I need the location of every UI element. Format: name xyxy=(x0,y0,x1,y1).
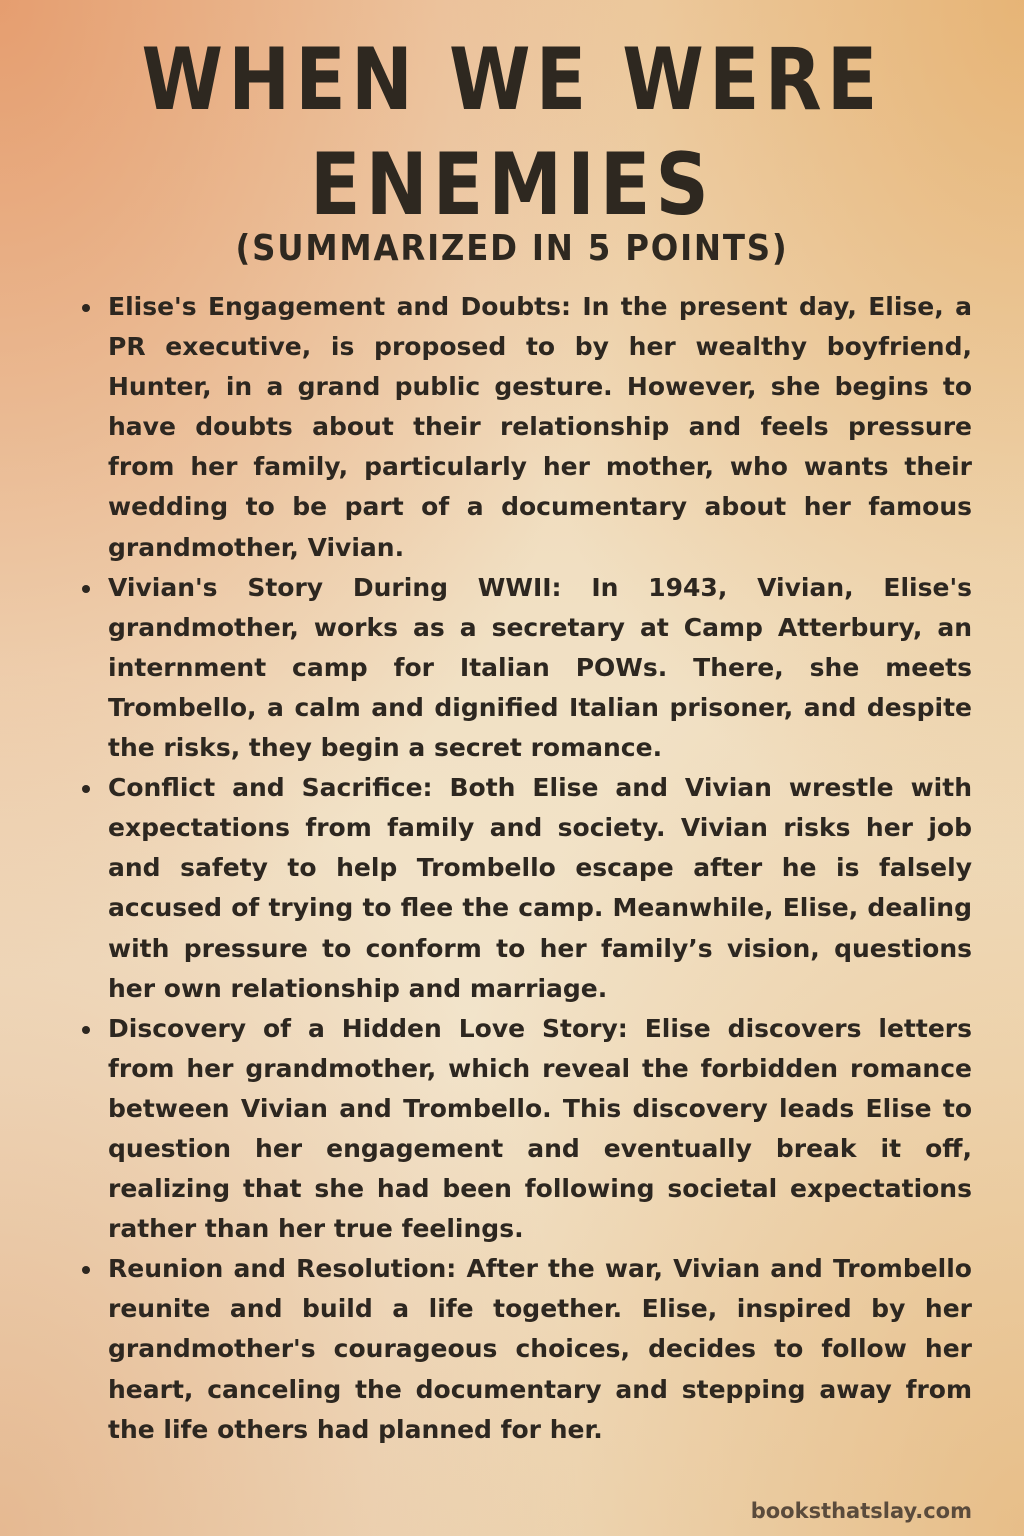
point-text: After the war, Vivian and Trombello reunite and build a life together. Elise, inspired by her grandmother's courageous choices, decides to follow her heart, canceling the documentary and stepping away from the life others had planned for her. xyxy=(108,1254,972,1444)
point-heading: Reunion and Resolution: xyxy=(108,1254,457,1284)
bullet-icon xyxy=(82,304,90,312)
title-line-2: ENEMIES xyxy=(310,135,714,235)
summary-point xyxy=(80,1009,972,1250)
point-text: In the present day, Elise, a PR executive, is proposed to by her wealthy boyfriend, Hunter, in a grand public gesture. However, she begins to have doubts about their relationship and feels pressure from her family, particularly her mother, who wants their wedding to be part of a documentary about her famous grandmother, Vivian. xyxy=(108,292,972,562)
point-heading: Vivian's Story During WWII: xyxy=(108,572,562,602)
bullet-icon xyxy=(82,1266,90,1274)
summary-point xyxy=(80,768,972,1009)
summary-point xyxy=(80,287,972,568)
summary-point xyxy=(80,568,972,768)
point-heading: Conflict and Sacrifice: xyxy=(108,773,433,803)
summary-point xyxy=(80,1249,972,1449)
subtitle: (SUMMARIZED IN 5 POINTS) xyxy=(235,228,789,269)
title-line-1: WHEN WE WERE xyxy=(141,30,883,130)
point-text: In 1943, Vivian, Elise's grandmother, works as a secretary at Camp Atterbury, an internment camp for Italian POWs. There, she meets Trombello, a calm and dignified Italian prisoner, and despite the risks, they begin a secret romance. xyxy=(108,572,972,763)
bullet-icon xyxy=(82,585,90,593)
bullet-icon xyxy=(82,1026,90,1034)
point-text: Both Elise and Vivian wrestle with expectations from family and society. Vivian risks her job and safety to help Trombello escape after he is falsely accused of trying to flee the camp. Meanwhile, Elise, dealing with pressure to conform to her family’s vision, questions her own relationship and marriage. xyxy=(108,773,972,1003)
point-text: Elise discovers letters from her grandmother, which reveal the forbidden romance between Vivian and Trombello. This discovery leads Elise to question her engagement and eventually break it off, realizing that she had been following societal expectations rather than her true feelings. xyxy=(108,1013,972,1244)
point-heading: Elise's Engagement and Doubts: xyxy=(108,292,571,321)
footer-site: booksthatslay.com xyxy=(750,1499,972,1523)
bullet-icon xyxy=(82,785,90,793)
point-heading: Discovery of a Hidden Love Story: xyxy=(108,1013,628,1043)
summary-points xyxy=(80,287,972,1450)
